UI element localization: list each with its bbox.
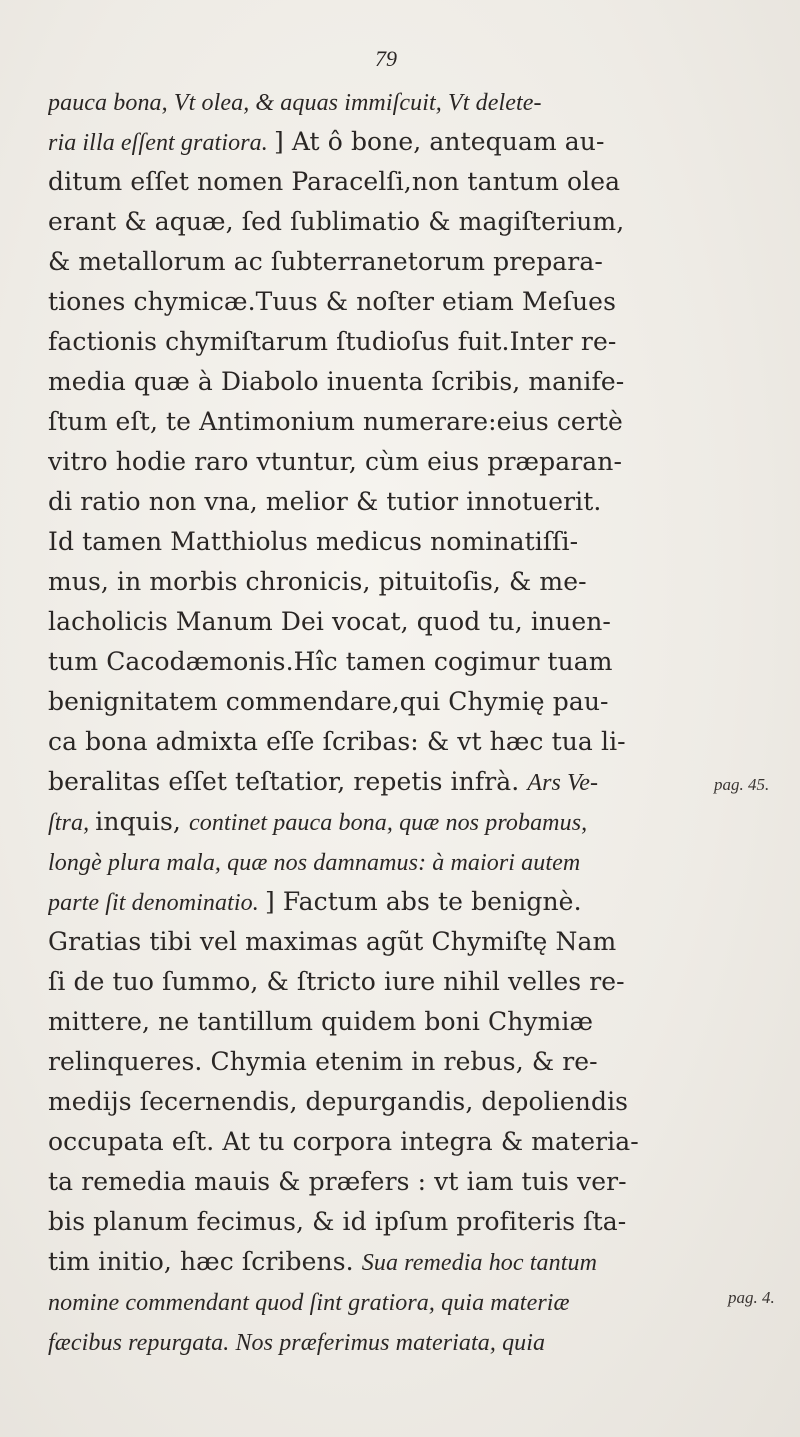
text-line [48,842,768,882]
text-line [48,962,768,1002]
text-line [48,802,768,842]
text-line [48,322,768,362]
text-line [48,1162,768,1202]
text-line [48,1042,768,1082]
italic-text-segment: parte ſit denominatio. [48,890,265,916]
text-segment: beralitas eſſet teſtatior, repetis infrà. [48,767,528,796]
italic-text-segment: nomine commendant quod ſint gratiora, quia materiæ [48,1290,570,1316]
text-line [48,1122,768,1162]
text-line [48,482,768,522]
text-segment: ditum eſſet nomen Paracelſi,non tantum olea [48,167,621,196]
text-line [48,122,768,162]
margin-note-page-reference: pag. 45. [714,775,770,794]
text-line [48,202,768,242]
text-line [48,762,768,802]
text-segment: medijs ſecernendis, depurgandis, depoliendis [48,1087,629,1116]
text-line [48,282,768,322]
text-segment: lacholicis Manum Dei vocat, quod tu, inuen- [48,607,611,636]
text-line [48,1242,768,1282]
text-line [48,722,768,762]
text-line [48,82,768,122]
text-segment: bis planum fecimus, & id ipſum profiteris ſta- [48,1207,627,1236]
text-segment: tum Cacodæmonis.Hîc tamen cogimur tuam [48,647,613,676]
text-segment: ta remedia mauis & præfers : vt iam tuis ver- [48,1167,627,1196]
text-line [48,242,768,282]
text-line [48,882,768,922]
margin-note-page-reference: pag. 4. [728,1288,775,1307]
text-segment: relinqueres. Chymia etenim in rebus, & re- [48,1047,598,1076]
text-line [48,1002,768,1042]
text-line [48,1202,768,1242]
text-line [48,402,768,442]
text-segment: inquis, [95,807,190,836]
text-segment: ca bona admixta eſſe ſcribas: & vt hæc tua li- [48,727,626,756]
text-segment: factionis chymiſtarum ſtudioſus fuit.Inter re- [48,327,617,356]
text-segment: vitro hodie raro vtuntur, cùm eius præparan- [48,447,623,476]
italic-text-segment: fæcibus repurgata. Nos præferimus materiata, quia [48,1330,546,1356]
italic-text-segment: continet pauca bona, quæ nos probamus, [189,810,588,836]
italic-text-segment: ſtra, [48,810,96,836]
text-line [48,362,768,402]
italic-text-segment: pauca bona, Vt olea, & aquas immiſcuit, Vt delete- [48,90,542,116]
text-segment: ſtum eſt, te Antimonium numerare:eius certè [48,407,623,436]
text-segment: mittere, ne tantillum quidem boni Chymiæ [48,1007,594,1036]
text-segment: & metallorum ac ſubterranetorum prepara- [48,247,603,276]
text-segment: benignitatem commendare,qui Chymię pau- [48,687,609,716]
page-number: 79 [375,46,397,71]
text-line [48,442,768,482]
text-segment: ] Factum abs te benignè. [264,887,582,916]
text-line [48,1322,768,1362]
text-segment: Id tamen Matthiolus medicus nominatiſſi- [48,527,579,556]
text-segment: ſi de tuo ſummo, & ſtricto iure nihil velles re- [48,967,625,996]
body-text [48,82,768,1362]
text-line [48,1282,768,1322]
text-line [48,922,768,962]
text-line [48,682,768,722]
italic-text-segment: Sua remedia hoc tantum [361,1250,598,1276]
text-segment: erant & aquæ, ſed ſublimatio & magiſterium, [48,207,625,236]
italic-text-segment: ria illa eſſent gratiora. [48,130,274,156]
text-segment: mus, in morbis chronicis, pituitoſis, & me- [48,567,587,596]
text-line [48,602,768,642]
text-segment: ] At ô bone, antequam au- [273,127,605,156]
italic-text-segment: longè plura mala, quæ nos damnamus: à maiori autem [48,850,581,876]
text-line [48,642,768,682]
text-segment: di ratio non vna, melior & tutior innotuerit. [48,487,602,516]
text-segment: tim initio, hæc ſcribens. [48,1247,362,1276]
text-line [48,522,768,562]
text-line [48,162,768,202]
text-segment: tiones chymicæ.Tuus & noſter etiam Meſues [48,287,617,316]
text-segment: occupata eſt. At tu corpora integra & materia- [48,1127,639,1156]
text-segment: Gratias tibi vel maximas agũt Chymiſtę Nam [48,927,617,956]
text-line [48,562,768,602]
italic-text-segment: Ars Ve- [527,770,599,796]
text-line [48,1082,768,1122]
text-segment: media quæ à Diabolo inuenta ſcribis, manife- [48,367,625,396]
